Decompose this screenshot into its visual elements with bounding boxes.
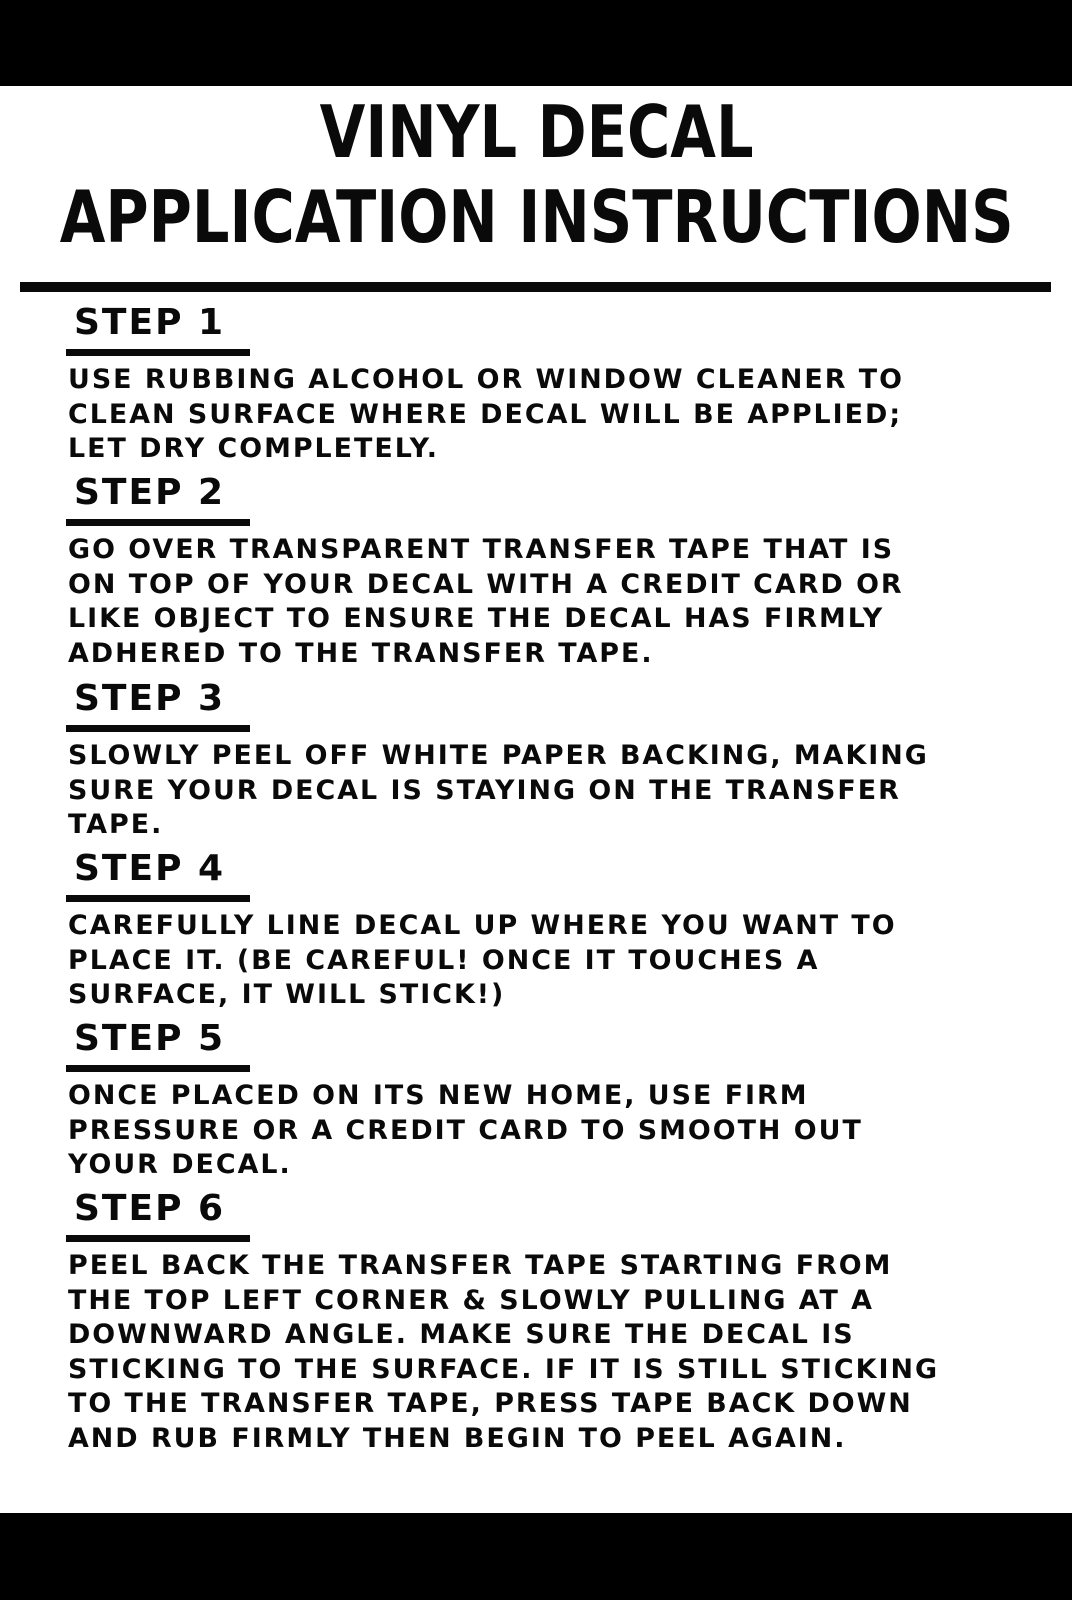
step-text-line: PEEL BACK THE TRANSFER TAPE STARTING FROM (68, 1250, 893, 1281)
step-instructions (68, 1079, 1048, 1183)
step-heading-underline (66, 1065, 250, 1072)
step-text-line: ADHERED TO THE TRANSFER TAPE. (68, 637, 654, 669)
top-border-bar (0, 0, 1072, 86)
step-heading-underline (66, 895, 250, 902)
step-instructions (68, 909, 1048, 1013)
step-text-line: AND RUB FIRMLY THEN BEGIN TO PEEL AGAIN. (68, 1422, 847, 1454)
bottom-border-bar (0, 1513, 1072, 1600)
step-text-line: TAPE. (68, 809, 164, 841)
step-heading: STEP 2 (74, 472, 226, 513)
step-heading-underline (66, 349, 250, 356)
step-text-line: GO OVER TRANSPARENT TRANSFER TAPE THAT IS (68, 534, 895, 565)
step-text-line: USE RUBBING ALCOHOL OR WINDOW CLEANER TO (68, 364, 904, 395)
step-text-line: ON TOP OF YOUR DECAL WITH A CREDIT CARD OR (68, 568, 904, 600)
step-heading: STEP 5 (74, 1018, 226, 1059)
step-text-line: SURFACE, IT WILL STICK!) (68, 979, 506, 1011)
step-heading: STEP 4 (74, 848, 226, 889)
step-heading: STEP 1 (74, 302, 226, 343)
step-text-line: PRESSURE OR A CREDIT CARD TO SMOOTH OUT (68, 1114, 863, 1146)
step-text-line: CAREFULLY LINE DECAL UP WHERE YOU WANT TO (68, 910, 897, 941)
step-heading-underline (66, 725, 250, 732)
step-instructions (68, 739, 1048, 843)
step-text-line: TO THE TRANSFER TAPE, PRESS TAPE BACK DOWN (68, 1388, 913, 1420)
step-heading: STEP 6 (74, 1188, 226, 1229)
page-title-line-2: APPLICATION INSTRUCTIONS (59, 175, 1014, 259)
step-text-line: STICKING TO THE SURFACE. IF IT IS STILL STICKING (68, 1353, 940, 1385)
step-text-line: SLOWLY PEEL OFF WHITE PAPER BACKING, MAKING (68, 740, 929, 771)
step-text-line: LIKE OBJECT TO ENSURE THE DECAL HAS FIRMLY (68, 603, 885, 635)
step-text-line: SURE YOUR DECAL IS STAYING ON THE TRANSFER (68, 774, 901, 806)
step-text-line: CLEAN SURFACE WHERE DECAL WILL BE APPLIED; (68, 398, 903, 430)
step-instructions (68, 1249, 1048, 1457)
step-heading-underline (66, 1235, 250, 1242)
step-heading: STEP 3 (74, 678, 226, 719)
step-text-line: PLACE IT. (BE CAREFUL! ONCE IT TOUCHES A (68, 944, 820, 976)
title-divider (20, 282, 1051, 292)
step-text-line: ONCE PLACED ON ITS NEW HOME, USE FIRM (68, 1080, 809, 1111)
step-text-line: DOWNWARD ANGLE. MAKE SURE THE DECAL IS (68, 1319, 855, 1351)
step-heading-underline (66, 519, 250, 526)
step-text-line: YOUR DECAL. (68, 1149, 292, 1181)
step-text-line: LET DRY COMPLETELY. (68, 433, 439, 465)
step-instructions (68, 363, 1048, 467)
page-title-line-1: VINYL DECAL (319, 90, 754, 174)
step-instructions (68, 533, 1048, 671)
step-text-line: THE TOP LEFT CORNER & SLOWLY PULLING AT A (68, 1284, 874, 1316)
